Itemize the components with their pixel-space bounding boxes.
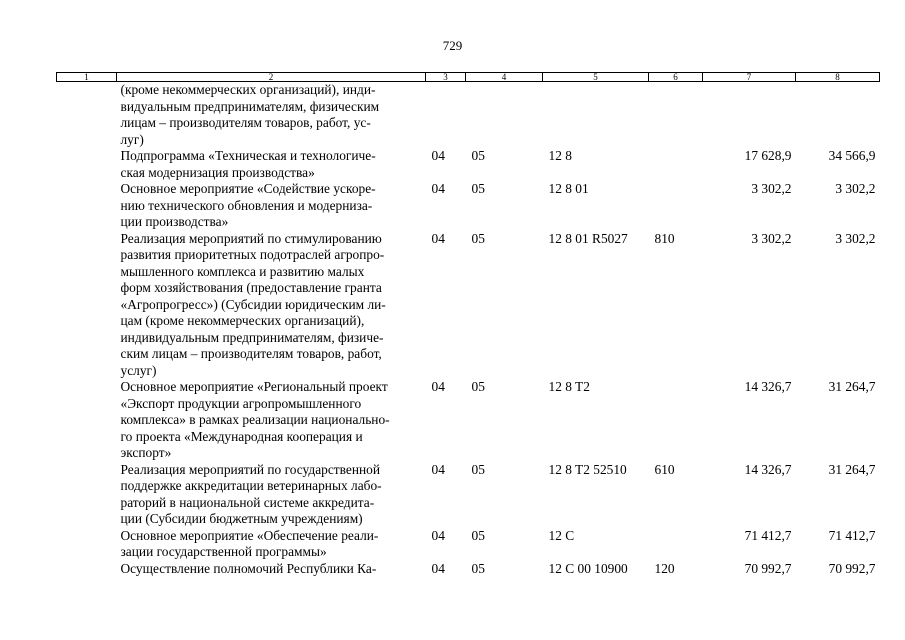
- row-sum-2: 31 264,7: [828, 379, 876, 394]
- budget-table: [56, 72, 880, 577]
- row-csr: 12 8 T2 52510: [548, 461, 627, 477]
- row-pr: [466, 82, 543, 149]
- row-vr: 120: [654, 560, 675, 576]
- row-rz: 04: [431, 148, 445, 163]
- table-row: [57, 379, 880, 462]
- row-pr: 05: [471, 148, 485, 163]
- table-row: [57, 561, 880, 578]
- header-col-6: 6: [649, 73, 703, 82]
- row-vr: [649, 148, 703, 181]
- row-pr: 05: [471, 527, 485, 543]
- row-sum-2: 70 992,7: [828, 560, 876, 576]
- table-row: [57, 82, 880, 149]
- table-row: [57, 181, 880, 231]
- row-name: (кроме некоммерческих организаций), инди- видуальным предпринимателям, физическим лицам – производителям товаров, работ, ус- луг): [120, 82, 380, 147]
- header-col-5: 5: [543, 73, 649, 82]
- row-pr: 05: [471, 230, 485, 246]
- table-row: [57, 528, 880, 561]
- row-rz: 04: [431, 379, 445, 394]
- row-csr: 12 С 00 10900: [548, 560, 628, 576]
- row-csr: 12 8 T2: [548, 379, 590, 394]
- row-rz: 04: [431, 560, 445, 576]
- row-csr: [543, 82, 649, 149]
- row-rz: [426, 82, 466, 149]
- row-csr: 12 8 01 R5027: [548, 230, 628, 246]
- header-col-3: 3: [426, 73, 466, 82]
- row-sum-2: 31 264,7: [828, 461, 876, 477]
- row-csr: 12 8: [548, 148, 572, 163]
- row-name: Основное мероприятие «Содействие ускоре- нию технического обновления и модерниза- ции производства»: [120, 181, 376, 229]
- row-rz: 04: [431, 527, 445, 543]
- row-pr: 05: [471, 379, 485, 394]
- row-sum-2: 71 412,7: [828, 527, 876, 543]
- row-vr: [649, 379, 703, 462]
- row-sum-1: 17 628,9: [744, 148, 792, 163]
- row-sum-1: 70 992,7: [744, 560, 792, 576]
- header-col-7: 7: [703, 73, 796, 82]
- row-sum-2: 34 566,9: [828, 148, 876, 163]
- row-sum-2: 3 302,2: [835, 181, 876, 196]
- row-name: Основное мероприятие «Обеспечение реали- зации государственной программы»: [120, 527, 379, 559]
- header-col-8: 8: [796, 73, 880, 82]
- row-sum-1: 3 302,2: [751, 230, 792, 246]
- row-rz: 04: [431, 181, 445, 196]
- row-sum-1: [703, 82, 796, 149]
- row-rz: 04: [431, 230, 445, 246]
- page-number: 729: [442, 38, 463, 53]
- row-name: Подпрограмма «Техническая и технологиче- ская модернизация производства»: [120, 148, 376, 180]
- row-pr: 05: [471, 181, 485, 196]
- row-sum-1: 71 412,7: [744, 527, 792, 543]
- row-sum-2: 3 302,2: [835, 230, 876, 246]
- row-csr: 12 8 01: [548, 181, 589, 196]
- row-name: Реализация мероприятий по стимулированию развития приоритетных подотраслей агропро- мышленного комплекса и развитию малых форм хозяйствования (предоставление гранта «Агропрогресс») (Субсидии юридическим ли- цам (кроме некоммерческих организаций), индивидуальным предпринимателям, физиче- ским лицам – производителям товаров, работ, услуг): [120, 230, 386, 378]
- row-csr: 12 С: [548, 527, 575, 543]
- row-sum-2: [796, 82, 880, 149]
- column-number-header: [57, 73, 880, 82]
- row-sum-1: 14 326,7: [744, 461, 792, 477]
- header-col-1: 1: [57, 73, 117, 82]
- row-vr: [649, 82, 703, 149]
- row-vr: [649, 181, 703, 231]
- row-pr: 05: [471, 461, 485, 477]
- row-vr: 810: [654, 230, 675, 246]
- header-col-4: 4: [466, 73, 543, 82]
- row-vr: [649, 528, 703, 561]
- row-vr: 610: [654, 461, 675, 477]
- table-row: [57, 148, 880, 181]
- table-row: [57, 462, 880, 528]
- row-rz: 04: [431, 461, 445, 477]
- row-name: Реализация мероприятий по государственной поддержке аккредитации ветеринарных лабо- раторий в национальной системе аккредита- ции (Субсидии бюджетным учреждениям): [120, 461, 382, 526]
- row-name: Основное мероприятие «Региональный проект «Экспорт продукции агропромышленного комплекса» в рамках реализации национально- го проекта «Международная кооперация и экспорт»: [120, 379, 390, 460]
- row-sum-1: 14 326,7: [744, 379, 792, 394]
- row-sum-1: 3 302,2: [751, 181, 792, 196]
- row-name: Осуществление полномочий Республики Ка-: [120, 560, 377, 576]
- table-row: [57, 231, 880, 380]
- header-col-2: 2: [117, 73, 426, 82]
- row-pr: 05: [471, 560, 485, 576]
